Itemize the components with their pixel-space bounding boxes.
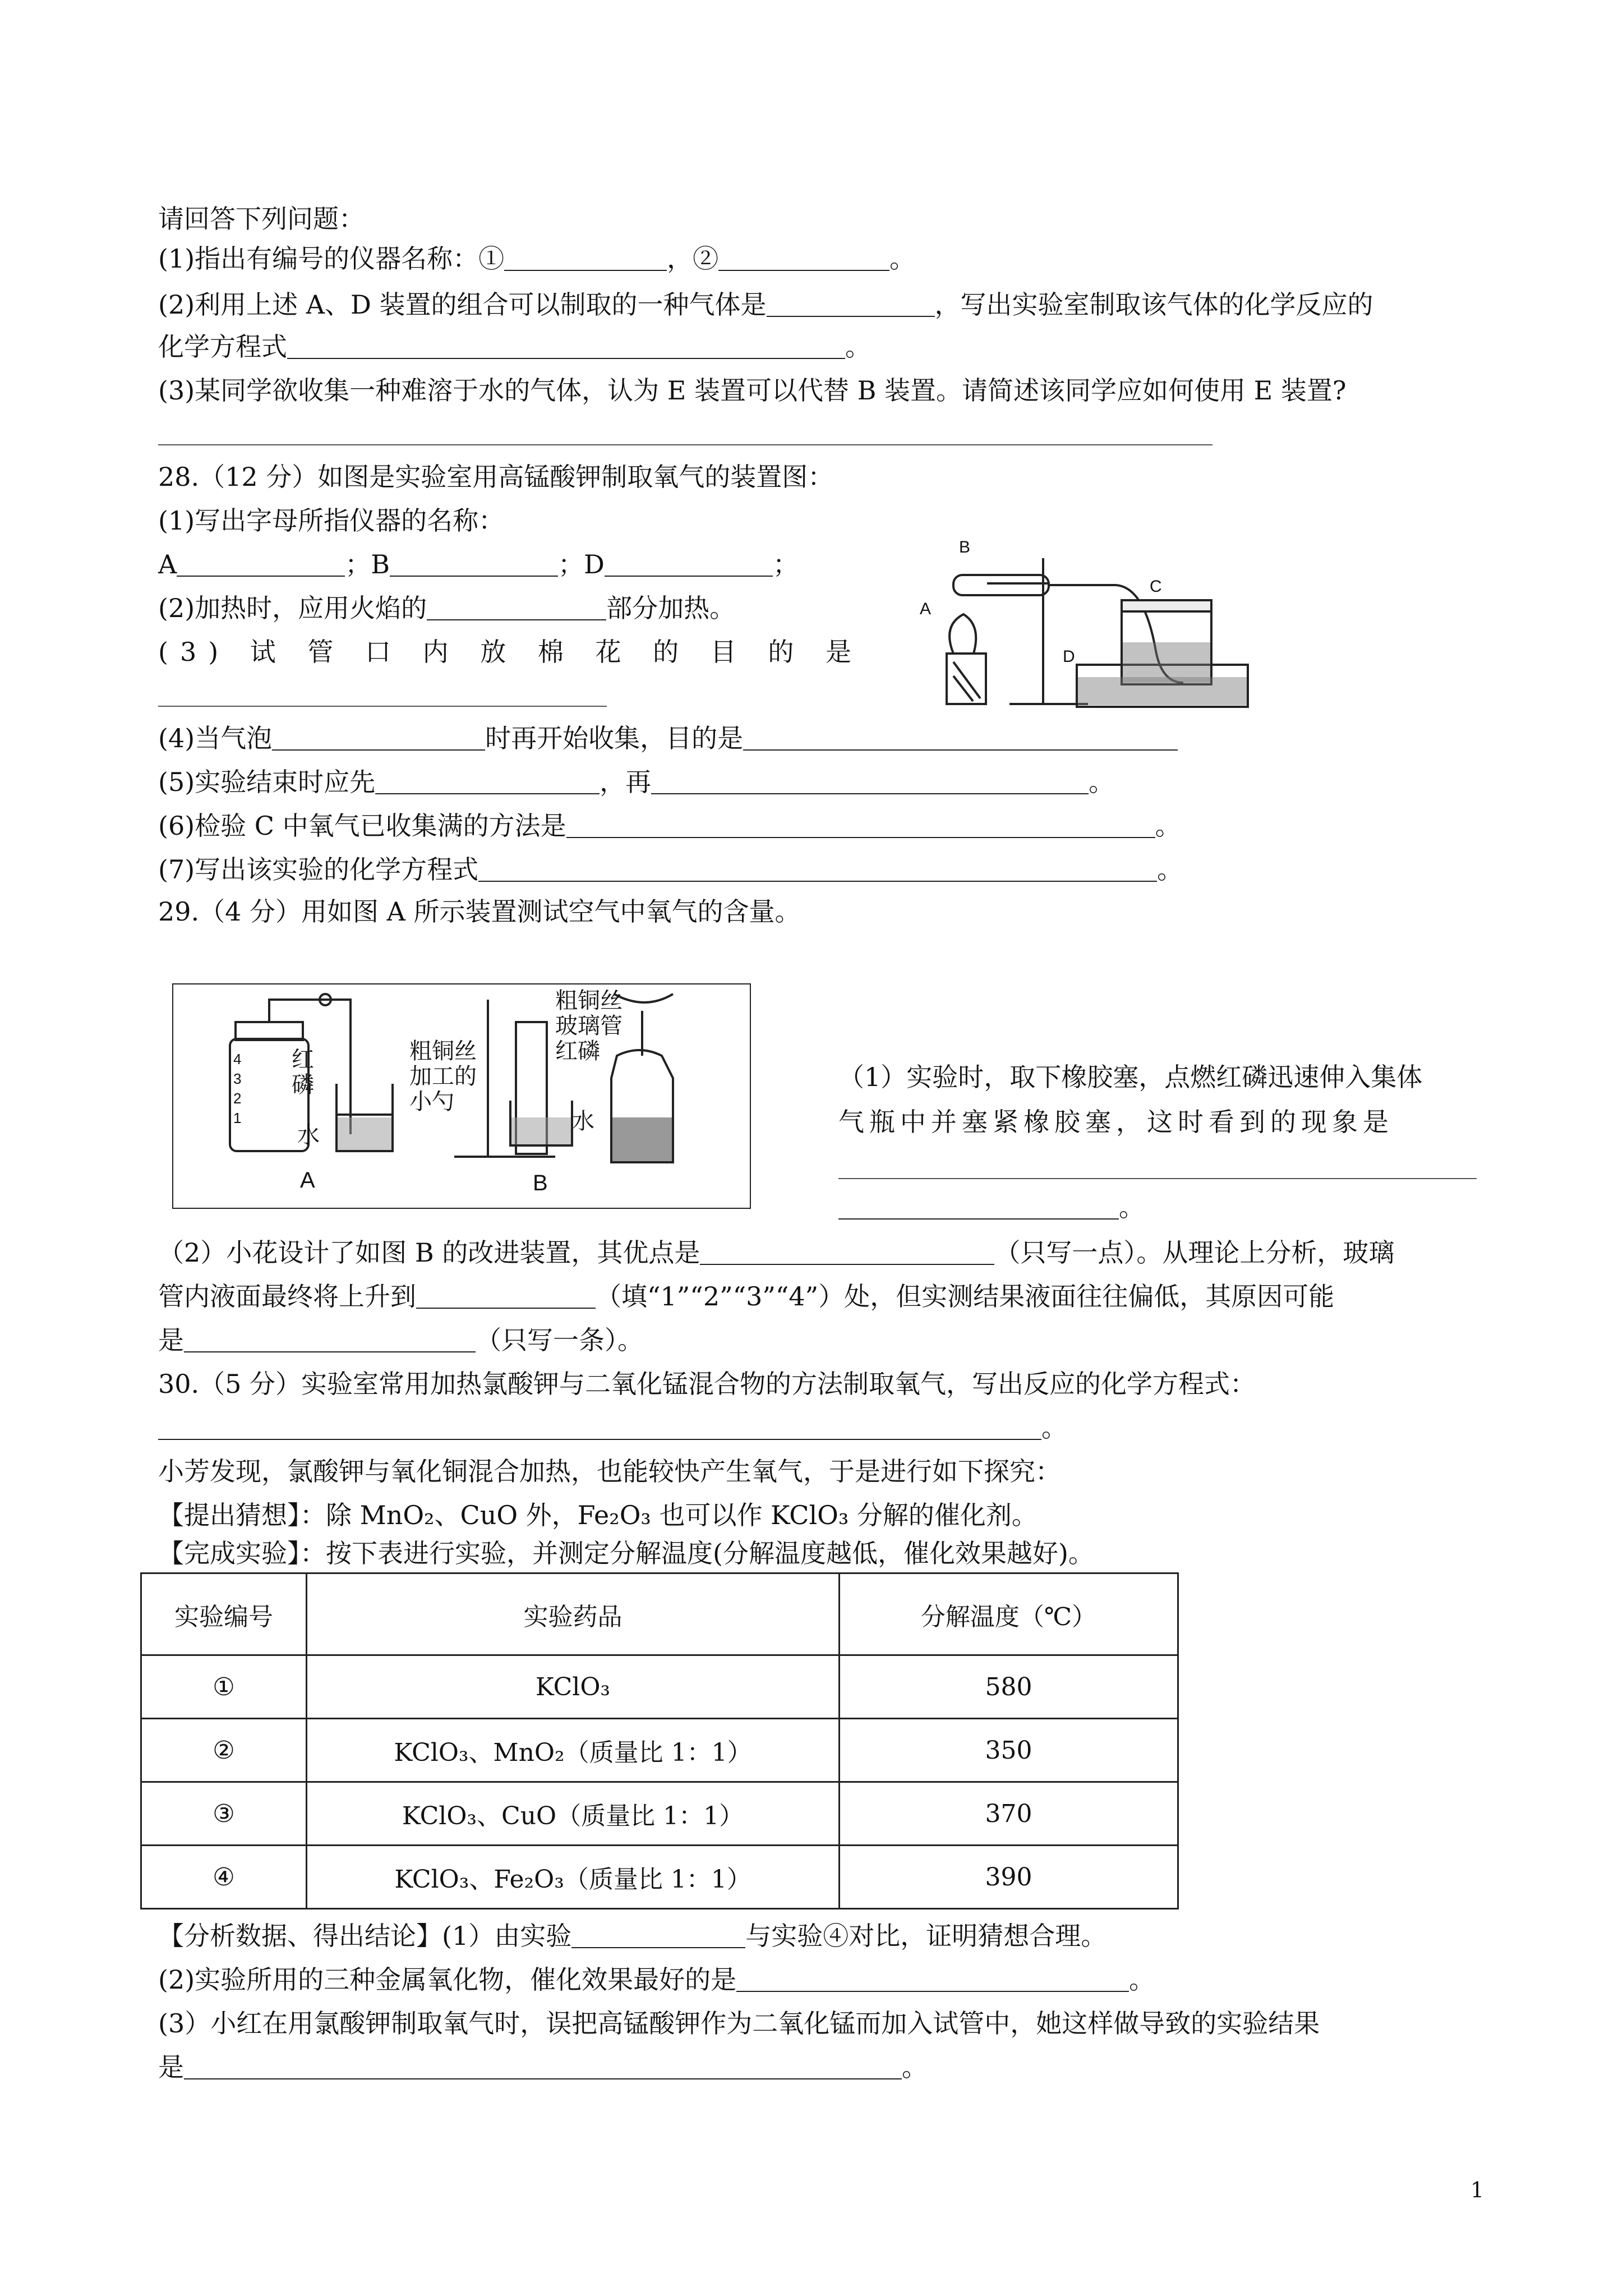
answer-blank-exp[interactable]	[571, 1925, 745, 1948]
q27-part2b-text: 化学方程式	[158, 332, 287, 362]
answer-blank-2[interactable]	[718, 247, 889, 271]
q29-part2b-post: （填“1”“2”“3”“4”）处，但实测结果液面往往偏低，其原因可能	[596, 1281, 1335, 1312]
answer-blank-gas[interactable]	[767, 293, 935, 317]
q28-names	[158, 549, 799, 580]
fig-label-b2: B	[533, 1171, 548, 1195]
answer-line-phenomenon[interactable]	[838, 1178, 1477, 1179]
q29-part2-text: （2）小花设计了如图 B 的改进装置，其优点是	[158, 1237, 700, 1268]
fig-n1: 1	[233, 1110, 242, 1126]
q30-end1: 。	[1041, 1412, 1067, 1443]
q27-part3: (3)某同学欲收集一种难溶于水的气体，认为 E 装置可以代替 B 装置。请简述该同学应如何使用 E 装置?	[158, 375, 1347, 406]
table-row	[141, 1719, 1178, 1782]
table-row	[141, 1846, 1178, 1909]
label-d: ；D	[558, 549, 605, 579]
q28-part5-text: (5)实验结束时应先	[158, 767, 376, 797]
q30-analysis-2	[158, 1964, 1155, 1995]
q28-part2-post: 部分加热。	[606, 593, 736, 623]
q27-part2b-end: 。	[845, 332, 871, 362]
table-cell: ④	[141, 1846, 307, 1909]
answer-blank-bubble[interactable]	[272, 727, 485, 751]
fig-label-a2: A	[300, 1168, 315, 1193]
fig-glass: 玻璃管	[555, 1014, 623, 1038]
table-header: 实验编号	[141, 1573, 307, 1655]
q29-part1-a: （1）实验时，取下橡胶塞，点燃红磷迅速伸入集体	[838, 1062, 1423, 1092]
q28-part4	[158, 723, 1178, 754]
q28-part5-mid: ，再	[600, 767, 652, 797]
table-header: 分解温度（℃）	[840, 1573, 1178, 1655]
fig-cu3: 小勺	[409, 1089, 454, 1114]
fig-lin: 磷	[292, 1073, 314, 1097]
table-cell: ①	[141, 1655, 307, 1719]
table-cell: KClO₃、CuO（质量比 1：1）	[307, 1782, 840, 1846]
oxygen-content-apparatus-figure	[168, 977, 757, 1212]
table-cell: KClO₃	[307, 1655, 840, 1719]
fig-n2: 2	[233, 1090, 242, 1107]
q29-end-mark: 。	[1119, 1192, 1145, 1222]
q30-done: 【完成实验】：按下表进行实验，并测定分解温度(分解温度越低，催化效果越好)。	[158, 1538, 1094, 1568]
q29-part2b-text: 管内液面最终将上升到	[158, 1281, 416, 1312]
table-cell: 580	[840, 1655, 1178, 1719]
q29-part2c-text: 是	[158, 1325, 184, 1355]
q27-part2	[158, 289, 1373, 320]
q27-prompt: 请回答下列问题：	[158, 204, 365, 234]
answer-blank-result[interactable]	[184, 2056, 902, 2079]
answer-blank-phenomenon2[interactable]	[838, 1196, 1119, 1220]
q30-equation-line	[158, 1412, 1067, 1443]
q30-guess: 【提出猜想】：除 MnO₂、CuO 外，Fe₂O₃ 也可以作 KClO₃ 分解的催化剂。	[158, 1500, 1038, 1530]
answer-blank-first[interactable]	[375, 771, 600, 794]
answer-blank-b[interactable]	[390, 553, 558, 577]
q30-a3b-end: 。	[902, 2052, 928, 2082]
answer-blank-reason[interactable]	[184, 1329, 476, 1352]
q30-analysis-1	[158, 1920, 1106, 1952]
q27-part2-post: ，写出实验室制取该气体的化学反应的	[934, 289, 1373, 320]
q28-part7	[158, 854, 1183, 885]
q28-part2	[158, 592, 735, 624]
q30-a2-end: 。	[1129, 1964, 1155, 1995]
fig-shui2: 水	[572, 1109, 594, 1134]
answer-blank-advantage[interactable]	[700, 1241, 994, 1265]
q28-part6-end: 。	[1155, 811, 1181, 841]
fig-n3: 3	[233, 1070, 242, 1087]
q28-part4-text: (4)当气泡	[158, 723, 273, 753]
label-b: ；B	[345, 549, 390, 579]
q28-part5-end: 。	[1089, 767, 1115, 797]
fig-shui: 水	[297, 1123, 320, 1148]
q28-part3: (3) 试 管 口 内 放 棉 花 的 目 的 是	[158, 637, 864, 667]
label-a: A	[158, 549, 177, 579]
q27-part1	[158, 243, 915, 274]
potassium-permanganate-apparatus-figure	[920, 536, 1262, 712]
table-cell: 350	[840, 1719, 1178, 1782]
q30-a1-text: 【分析数据、得出结论】(1）由实验	[158, 1921, 572, 1951]
q28-part7-text: (7)写出该实验的化学方程式	[158, 854, 479, 885]
fig-label-a: A	[920, 600, 932, 618]
table-cell: ③	[141, 1782, 307, 1846]
q29-part2-c	[158, 1324, 643, 1356]
q30-analysis-3b	[158, 2051, 928, 2083]
q28-part4-mid: 时再开始收集，目的是	[485, 723, 744, 753]
fig-cu2: 加工的	[409, 1064, 477, 1089]
semicolon: ；	[772, 549, 799, 579]
q27-part1-text: (1)指出有编号的仪器名称：①	[158, 243, 505, 274]
answer-blank-a[interactable]	[177, 553, 345, 577]
fig-cu4: 粗铜丝	[555, 988, 623, 1013]
q28-part1: (1)写出字母所指仪器的名称：	[158, 505, 505, 536]
table-cell: 390	[840, 1846, 1178, 1909]
q29-part2-a	[158, 1237, 1394, 1268]
table-row	[141, 1655, 1178, 1719]
table-header: 实验药品	[307, 1573, 840, 1655]
q29-title: 29.（4 分）用如图 A 所示装置测试空气中氧气的含量。	[158, 896, 801, 927]
answer-blank-d[interactable]	[605, 553, 773, 577]
q29-part1-b: 气瓶中并塞紧橡胶塞，这时看到的现象是	[838, 1107, 1394, 1137]
q28-part7-end: 。	[1157, 854, 1183, 885]
q28-part6	[158, 810, 1181, 841]
fig-label-d: D	[1063, 647, 1075, 666]
fig-hong: 红	[292, 1047, 314, 1072]
table-cell: ②	[141, 1719, 307, 1782]
answer-blank-equation[interactable]	[287, 335, 845, 359]
q27-part2-text: (2)利用上述 A、D 装置的组合可以制取的一种气体是	[158, 289, 767, 320]
answer-blank-purpose[interactable]	[743, 727, 1178, 751]
q27-part1-end: 。	[889, 243, 916, 274]
q30-a1-post: 与实验④对比，证明猜想合理。	[745, 1921, 1107, 1951]
table-cell: KClO₃、Fe₂O₃（质量比 1：1）	[307, 1846, 840, 1909]
answer-line-cotton[interactable]	[158, 706, 607, 707]
fig-n4: 4	[233, 1051, 242, 1068]
q27-part1-mid: ，②	[667, 243, 719, 274]
q28-part5	[158, 766, 1114, 798]
q30-found: 小芳发现，氯酸钾与氧化铜混合加热，也能较快产生氧气，于是进行如下探究：	[158, 1456, 1061, 1487]
q28-title: 28.（12 分）如图是实验室用高锰酸钾制取氧气的装置图：	[158, 462, 834, 492]
experiment-table	[140, 1572, 1179, 1910]
q29-part2-b	[158, 1281, 1334, 1312]
answer-blank-then[interactable]	[651, 771, 1089, 794]
answer-blank-eq2[interactable]	[478, 858, 1157, 882]
q29-part2c-post: （只写一条）。	[476, 1325, 643, 1355]
answer-line-q27-3[interactable]	[158, 444, 1212, 445]
answer-blank-check[interactable]	[566, 815, 1155, 838]
fig-cu1: 粗铜丝	[409, 1039, 477, 1064]
table-header-row	[141, 1573, 1178, 1655]
fig-label-b: B	[959, 538, 971, 556]
q30-a2-text: (2)实验所用的三种金属氧化物，催化效果最好的是	[158, 1964, 737, 1995]
fig-label-c: C	[1150, 577, 1162, 596]
answer-blank-eq3[interactable]	[158, 1416, 1041, 1440]
q28-part2-text: (2)加热时，应用火焰的	[158, 593, 427, 623]
table-cell: 370	[840, 1782, 1178, 1846]
page-number: 1	[1470, 2178, 1484, 2202]
answer-blank-level[interactable]	[416, 1285, 596, 1309]
q30-title: 30.（5 分）实验室常用加热氯酸钾与二氧化锰混合物的方法制取氧气，写出反应的化学方程式：	[158, 1369, 1256, 1399]
q30-a3b-text: 是	[158, 2052, 184, 2082]
q29-part2-post: （只写一点）。从理论上分析，玻璃	[994, 1237, 1395, 1268]
q27-part2b	[158, 331, 871, 362]
q29-part1-end	[838, 1191, 1145, 1223]
answer-blank-best[interactable]	[736, 1968, 1129, 1992]
answer-blank-flame[interactable]	[427, 597, 606, 620]
table-cell: KClO₃、MnO₂（质量比 1：1）	[307, 1719, 840, 1782]
q30-analysis-3: (3）小红在用氯酸钾制取氧气时，误把高锰酸钾作为二氧化锰而加入试管中，她这样做导致的实验结果	[158, 2008, 1320, 2039]
fig-hl: 红磷	[555, 1039, 600, 1064]
q28-part6-text: (6)检验 C 中氧气已收集满的方法是	[158, 811, 566, 841]
table-row	[141, 1782, 1178, 1846]
answer-blank-1[interactable]	[504, 247, 667, 271]
